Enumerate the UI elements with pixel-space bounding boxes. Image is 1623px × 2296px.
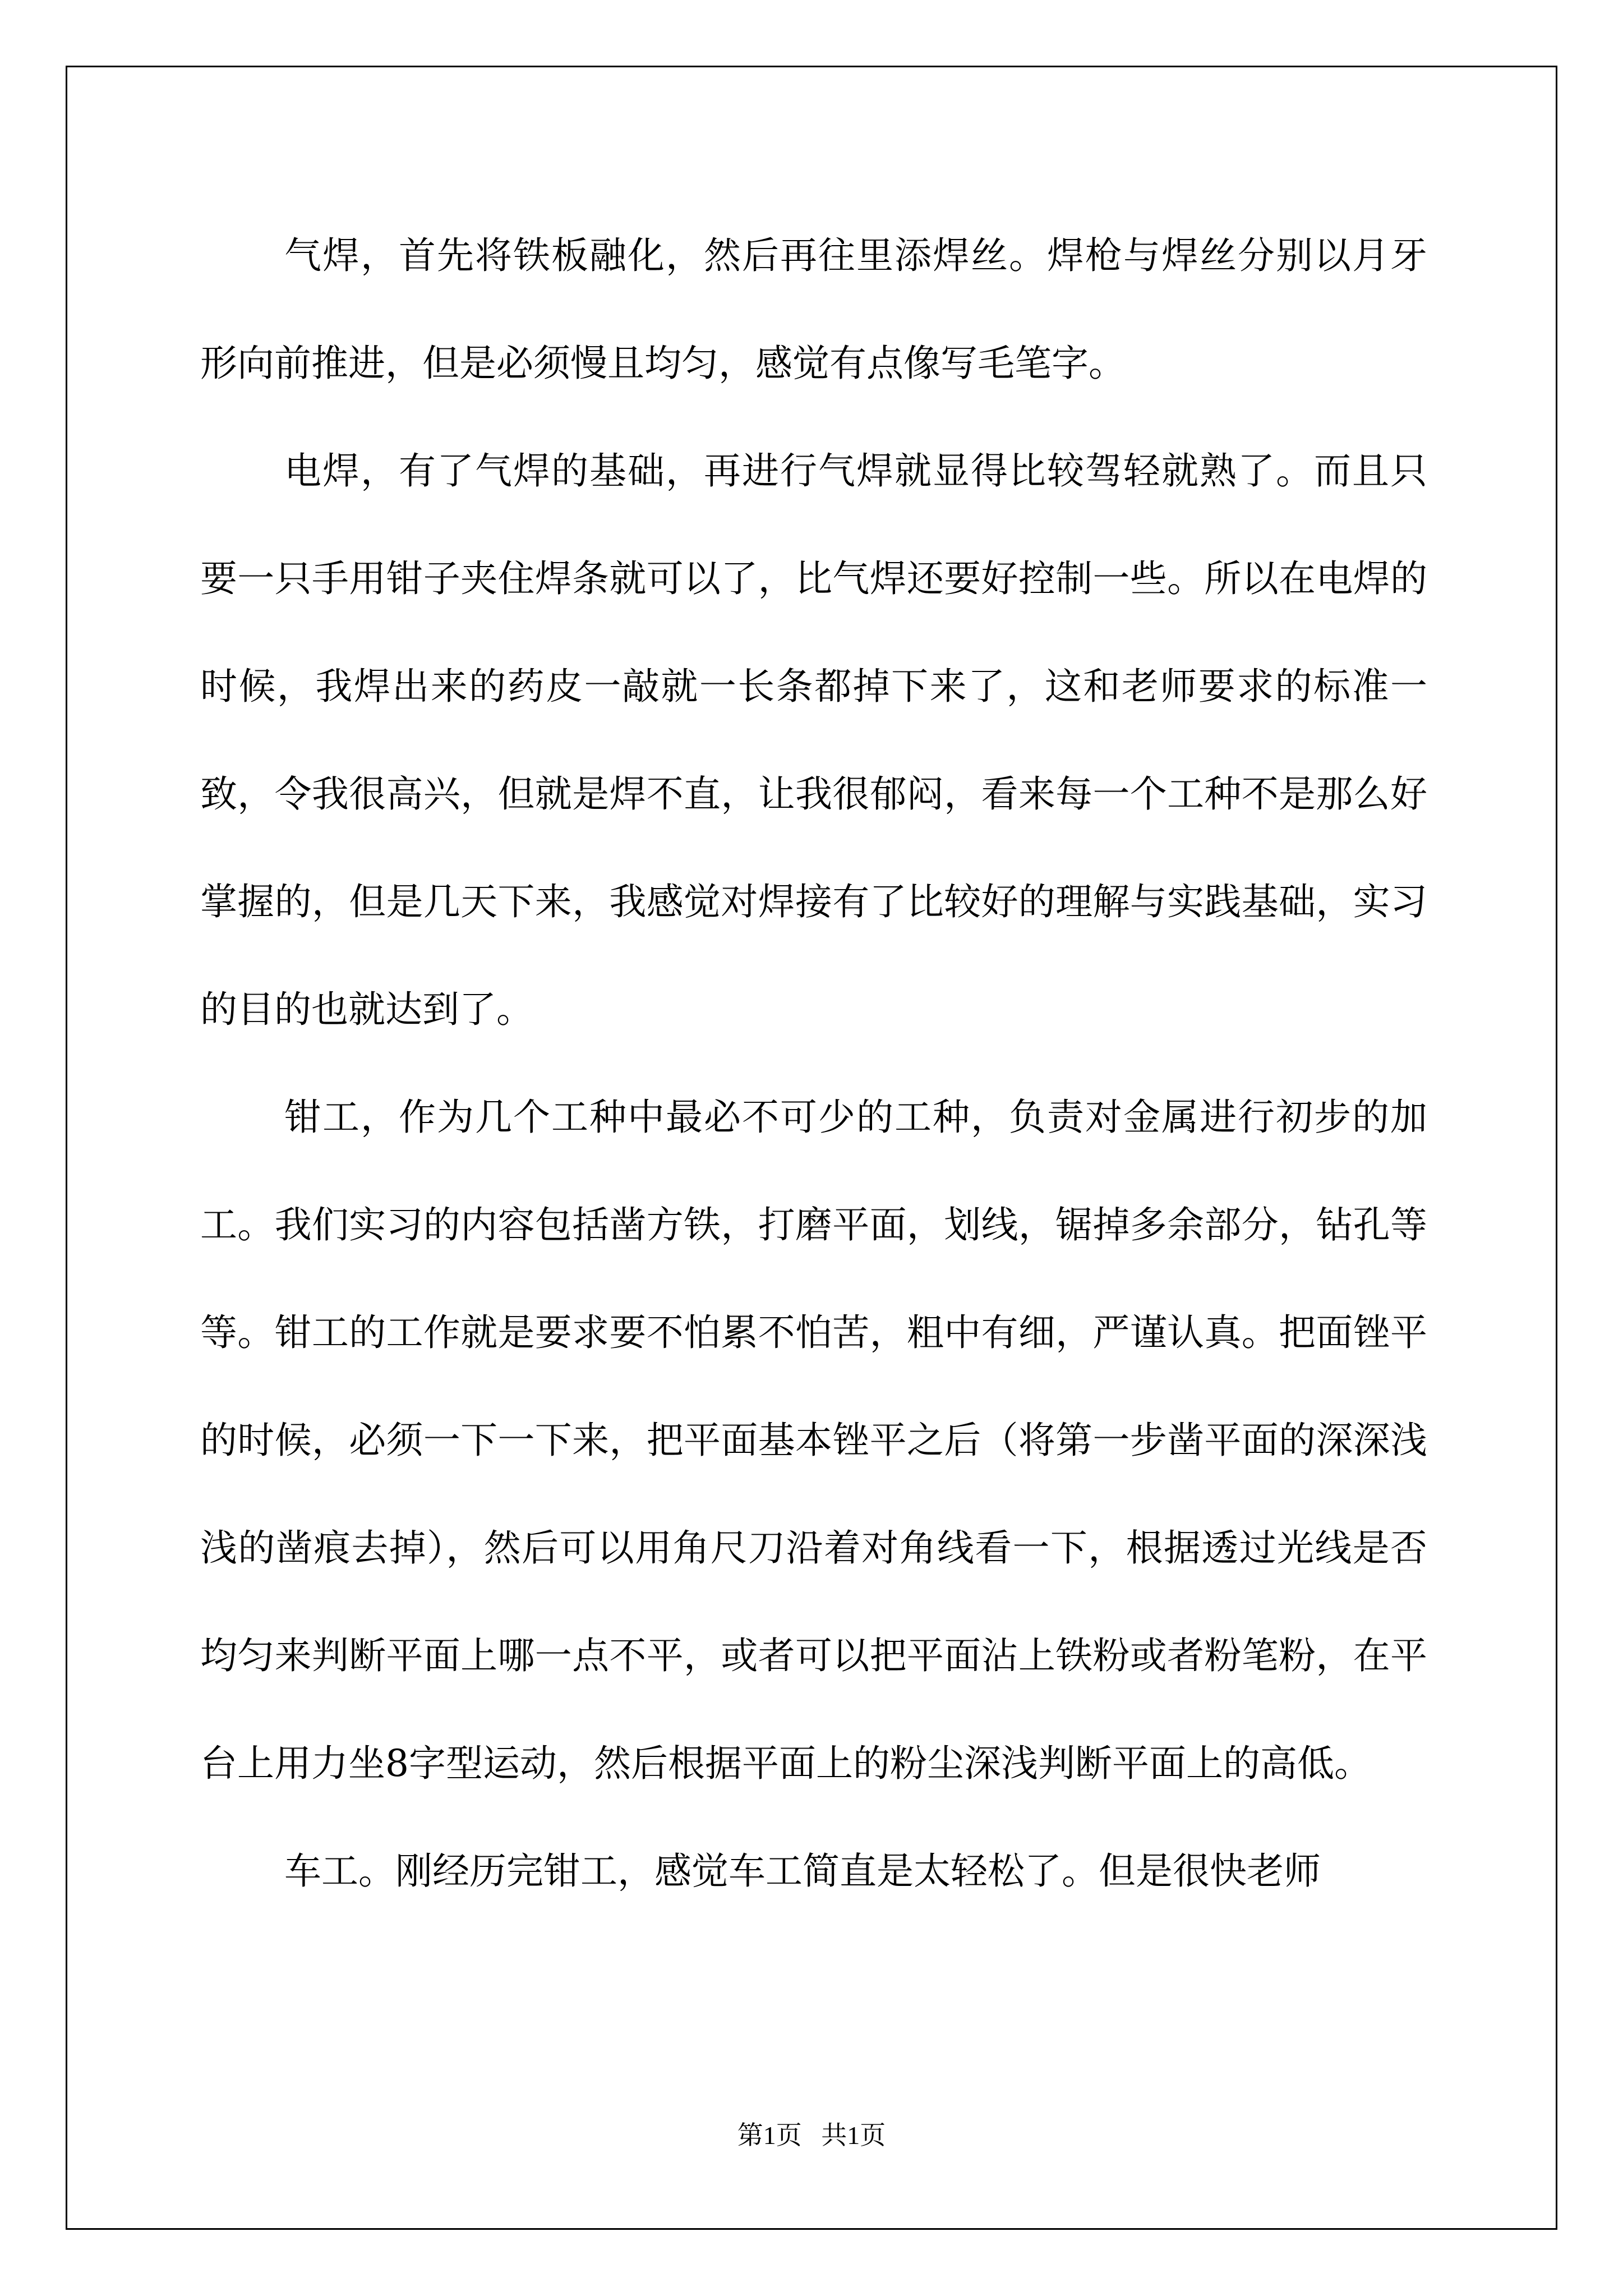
paragraph-gas-welding: 气焊，首先将铁板融化，然后再往里添焊丝。焊枪与焊丝分别以月牙形向前推进，但是必须慢且均匀，感觉有点像写毛笔字。 bbox=[200, 234, 1427, 385]
page-footer bbox=[0, 2115, 1623, 2152]
page-number: 第1页 bbox=[737, 2121, 802, 2150]
page-total: 共1页 bbox=[821, 2121, 886, 2150]
paragraph-electric-welding: 电焊，有了气焊的基础，再进行气焊就显得比较驾轻就熟了。而且只要一只手用钳子夹住焊条就可以了，比气焊还要好控制一些。所以在电焊的时候，我焊出来的药皮一敲就一长条都掉下来了，这和老师要求的标准一致，令我很高兴，但就是焊不直，让我很郁闷，看来每一个工种不是那么好掌握的，但是几天下来，我感觉对焊接有了比较好的理解与实践基础，实习的目的也就达到了。 bbox=[200, 449, 1427, 1031]
paragraph-fitter: 钳工，作为几个工种中最必不可少的工种，负责对金属进行初步的加工。我们实习的内容包括凿方铁，打磨平面，划线，锯掉多余部分，钻孔等等。钳工的工作就是要求要不怕累不怕苦，粗中有细，严谨认真。把面锉平的时候，必须一下一下来，把平面基本锉平之后（将第一步凿平面的深深浅浅的凿痕去掉），然后可以用角尺刀沿着对角线看一下，根据透过光线是否均匀来判断平面上哪一点不平，或者可以把平面沾上铁粉或者粉笔粉，在平台上用力坐8字型运动，然后根据平面上的粉尘深浅判断平面上的高低。 bbox=[200, 1096, 1427, 1785]
document-body bbox=[200, 202, 1427, 1925]
footer-spacer bbox=[802, 2121, 822, 2150]
paragraph-lathe: 车工。刚经历完钳工，感觉车工简直是太轻松了。但是很快老师 bbox=[284, 1849, 1321, 1893]
